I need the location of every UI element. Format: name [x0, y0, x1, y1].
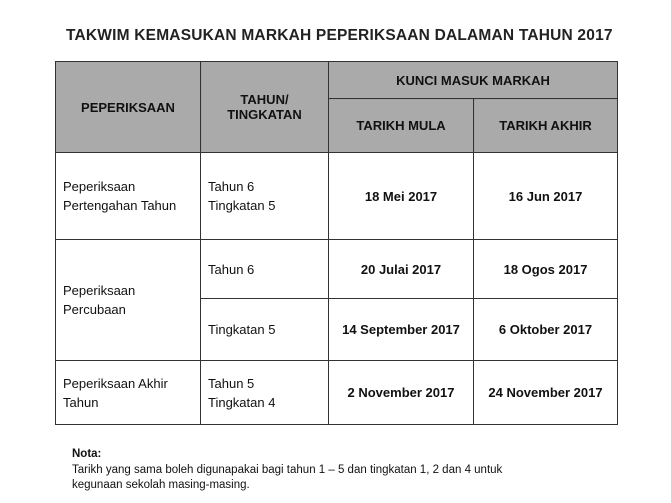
header-level-line1: TAHUN/	[240, 92, 289, 107]
note-label: Nota:	[72, 448, 102, 460]
note-line2: kegunaan sekolah masing-masing.	[72, 479, 250, 491]
exam-name-line2: Percubaan	[63, 302, 126, 317]
header-group: KUNCI MASUK MARKAH	[329, 62, 618, 99]
header-level-line2: TINGKATAN	[227, 107, 302, 122]
header-level	[201, 62, 329, 153]
level-cell: Tingkatan 5	[201, 299, 329, 361]
level-line1: Tahun 5	[208, 375, 255, 391]
level-cell	[201, 361, 329, 425]
level-line2: Tingkatan 5	[208, 198, 276, 213]
table-row	[56, 240, 618, 299]
exam-cell	[56, 240, 201, 361]
table-row	[56, 361, 618, 425]
start-date: 20 Julai 2017	[329, 240, 474, 299]
exam-name-line1: Peperiksaan Akhir	[63, 375, 168, 391]
exam-name-line2: Pertengahan Tahun	[63, 198, 177, 213]
start-date: 14 September 2017	[329, 299, 474, 361]
end-date: 6 Oktober 2017	[474, 299, 618, 361]
schedule-table	[55, 61, 618, 425]
level-line2: Tingkatan 4	[208, 394, 276, 410]
level-line1: Tahun 6	[208, 179, 255, 194]
page-title: TAKWIM KEMASUKAN MARKAH PEPERIKSAAN DALAMAN TAHUN 2017	[66, 27, 613, 44]
header-start: TARIKH MULA	[329, 99, 474, 153]
end-date: 16 Jun 2017	[474, 153, 618, 240]
end-date: 24 November 2017	[474, 361, 618, 425]
start-date: 18 Mei 2017	[329, 153, 474, 240]
table-row	[56, 153, 618, 240]
exam-name-line1: Peperiksaan	[63, 283, 136, 298]
note-block	[72, 447, 502, 494]
start-date: 2 November 2017	[329, 361, 474, 425]
exam-name-line1: Peperiksaan	[63, 179, 136, 194]
exam-cell	[56, 153, 201, 240]
note-line1: Tarikh yang sama boleh digunapakai bagi tahun 1 – 5 dan tingkatan 1, 2 dan 4 untuk	[72, 463, 503, 476]
level-cell: Tahun 6	[201, 240, 329, 299]
exam-name-line2: Tahun	[63, 394, 99, 410]
header-end: TARIKH AKHIR	[474, 99, 618, 153]
exam-cell	[56, 361, 201, 425]
header-exam: PEPERIKSAAN	[56, 62, 201, 153]
end-date: 18 Ogos 2017	[474, 240, 618, 299]
level-cell	[201, 153, 329, 240]
